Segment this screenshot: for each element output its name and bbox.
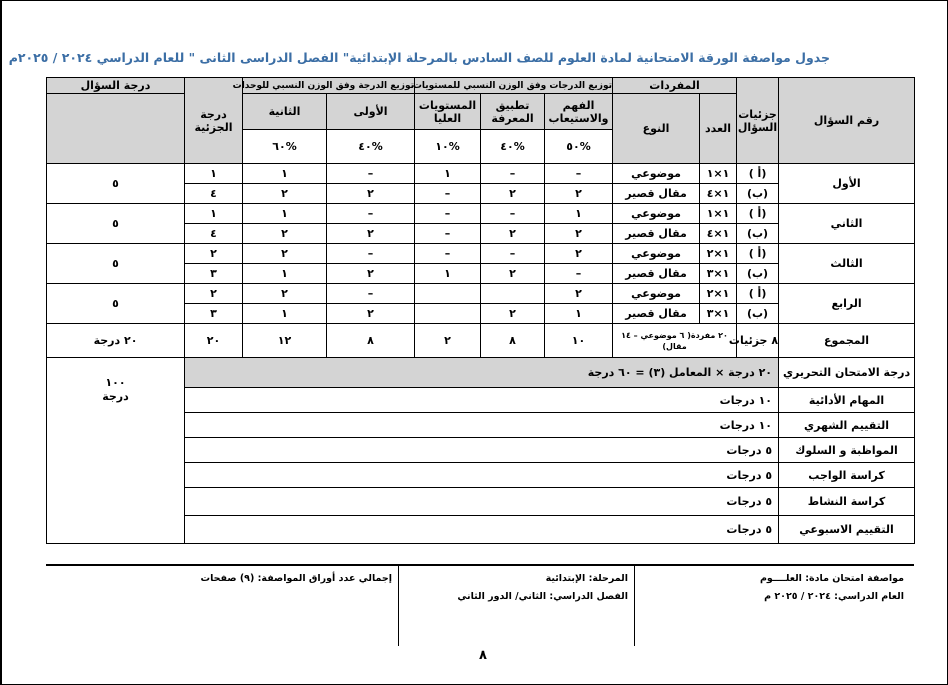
total-understanding: ١٠ xyxy=(545,324,613,358)
footer-spec-line: مواصفة امتحان مادة: العلــــوم xyxy=(759,573,904,584)
cell-applying: – xyxy=(481,204,545,224)
part-count: ١×٣ xyxy=(700,304,737,324)
question-mark: ٥ xyxy=(47,164,185,204)
header-unit2: الثانية xyxy=(243,94,327,130)
header-higher: المستويات العليا xyxy=(415,94,481,130)
header-question-mark-blank xyxy=(47,94,185,164)
cell-understanding: – xyxy=(545,264,613,284)
total-parts: ٨ جزئيات xyxy=(737,324,779,358)
part-label: (ب) xyxy=(737,304,779,324)
cell-higher: – xyxy=(415,184,481,204)
cell-applying: ٢ xyxy=(481,184,545,204)
grading-value: ٢٠ درجة × المعامل (٣) = ٦٠ درجة xyxy=(185,358,779,388)
page-title: جدول مواصفة الورقة الامتحانية لمادة العلوم للصف السادس بالمرحلة الإبتدائية" الفصل الدراسى الثانى " للعام الدراسي ٢٠٢٤ / ٢٠٢٥م xyxy=(8,50,830,65)
cell-higher: – xyxy=(415,204,481,224)
cell-understanding: ٢ xyxy=(545,184,613,204)
total-label: المجموع xyxy=(779,324,915,358)
footer-pages-line: إجمالي عدد أوراق المواصفة: (٩) صفحات xyxy=(200,573,392,584)
cell-unit2: ٢ xyxy=(243,244,327,264)
part-type: مقال قصير xyxy=(613,304,700,324)
header-part-mark: درجة الجزئية xyxy=(185,78,243,164)
part-type: موضوعي xyxy=(613,164,700,184)
cell-unit1: – xyxy=(327,204,415,224)
grading-label: المهام الأدائية xyxy=(779,388,915,413)
cell-higher: – xyxy=(415,224,481,244)
cell-unit1: ٢ xyxy=(327,224,415,244)
part-type: موضوعي xyxy=(613,204,700,224)
question-label: الأول xyxy=(779,164,915,204)
question-mark: ٥ xyxy=(47,244,185,284)
header-understanding: الفهم والاستيعاب xyxy=(545,94,613,130)
total-part-mark: ٢٠ xyxy=(185,324,243,358)
question-label: الثالث xyxy=(779,244,915,284)
grading-label: درجة الامتحان التحريري xyxy=(779,358,915,388)
question-mark: ٥ xyxy=(47,204,185,244)
cell-unit2: ١ xyxy=(243,304,327,324)
footer xyxy=(46,564,914,646)
total-unit2: ١٢ xyxy=(243,324,327,358)
cell-higher: ١ xyxy=(415,164,481,184)
grading-label: التقييم الشهري xyxy=(779,413,915,438)
grading-label: كراسة الواجب xyxy=(779,463,915,488)
cell-understanding: ٢ xyxy=(545,244,613,264)
footer-stage-block xyxy=(398,566,634,646)
cell-unit2: ١ xyxy=(243,164,327,184)
cell-higher xyxy=(415,304,481,324)
total-question-mark: ٢٠ درجة xyxy=(47,324,185,358)
question-label: الرابع xyxy=(779,284,915,324)
cell-higher: – xyxy=(415,244,481,264)
cell-applying: – xyxy=(481,244,545,264)
pct-understanding: %٥٠ xyxy=(545,130,613,164)
part-label: (أ ) xyxy=(737,284,779,304)
part-type: موضوعي xyxy=(613,244,700,264)
cell-higher: ١ xyxy=(415,264,481,284)
cell-unit2: ٢ xyxy=(243,224,327,244)
part-count: ١×٤ xyxy=(700,184,737,204)
cell-unit1: ٢ xyxy=(327,184,415,204)
cell-unit2: ١ xyxy=(243,204,327,224)
grading-value: ٥ درجات xyxy=(185,516,779,544)
cell-understanding: ٢ xyxy=(545,284,613,304)
grading-total-mark-text: ١٠٠ درجة xyxy=(102,376,129,403)
cell-part-mark: ١ xyxy=(185,164,243,184)
cell-part-mark: ٢ xyxy=(185,244,243,264)
cell-unit1: – xyxy=(327,164,415,184)
cell-applying xyxy=(481,284,545,304)
total-unit1: ٨ xyxy=(327,324,415,358)
part-count: ١×٤ xyxy=(700,224,737,244)
cell-part-mark: ٤ xyxy=(185,224,243,244)
part-label: (ب) xyxy=(737,224,779,244)
question-mark: ٥ xyxy=(47,284,185,324)
spec-table xyxy=(46,77,915,544)
part-type: موضوعي xyxy=(613,284,700,304)
total-applying: ٨ xyxy=(481,324,545,358)
header-question-mark: درجة السؤال xyxy=(47,78,185,94)
header-count: العدد xyxy=(700,94,737,164)
grading-total-mark xyxy=(47,358,185,544)
grading-value: ١٠ درجات xyxy=(185,413,779,438)
cell-part-mark: ٢ xyxy=(185,284,243,304)
cell-unit1: – xyxy=(327,284,415,304)
cell-applying: ٢ xyxy=(481,224,545,244)
cell-unit2: ٢ xyxy=(243,184,327,204)
cell-understanding: – xyxy=(545,164,613,184)
footer-stage-line: المرحلة: الإبتدائية xyxy=(545,573,628,584)
part-label: (أ ) xyxy=(737,244,779,264)
grading-value: ٥ درجات xyxy=(185,463,779,488)
part-label: (ب) xyxy=(737,184,779,204)
total-higher: ٢ xyxy=(415,324,481,358)
grading-label: كراسة النشاط xyxy=(779,488,915,516)
header-applying: تطبيق المعرفة xyxy=(481,94,545,130)
cell-applying: ٢ xyxy=(481,264,545,284)
part-count: ١×٢ xyxy=(700,284,737,304)
part-label: (ب) xyxy=(737,264,779,284)
footer-year-line: العام الدراسي: ٢٠٢٤ / ٢٠٢٥ م xyxy=(764,591,904,602)
header-type: النوع xyxy=(613,94,700,164)
part-label: (أ ) xyxy=(737,164,779,184)
grading-label: المواظبة و السلوك xyxy=(779,438,915,463)
part-type: مقال قصير xyxy=(613,264,700,284)
cell-part-mark: ٣ xyxy=(185,264,243,284)
cell-understanding: ٢ xyxy=(545,224,613,244)
grading-value: ٥ درجات xyxy=(185,488,779,516)
pct-unit1: %٤٠ xyxy=(327,130,415,164)
part-count: ١×١ xyxy=(700,204,737,224)
header-question-no: رقم السؤال xyxy=(779,78,915,164)
cell-part-mark: ١ xyxy=(185,204,243,224)
cell-part-mark: ٤ xyxy=(185,184,243,204)
cell-higher xyxy=(415,284,481,304)
footer-term-line: الفصل الدراسي: الثاني/ الدور الثاني xyxy=(457,591,628,602)
header-units-group: توزيع الدرجة وفق الوزن النسبي للوحدات xyxy=(243,78,415,94)
total-items: ٢٠ مفردة( ٦ موضوعي – ١٤ مقال) xyxy=(613,324,737,358)
cell-unit2: ١ xyxy=(243,264,327,284)
cell-part-mark: ٣ xyxy=(185,304,243,324)
part-type: مقال قصير xyxy=(613,224,700,244)
part-type: مقال قصير xyxy=(613,184,700,204)
cell-understanding: ١ xyxy=(545,204,613,224)
cell-understanding: ١ xyxy=(545,304,613,324)
pct-applying: %٤٠ xyxy=(481,130,545,164)
cell-applying: ٢ xyxy=(481,304,545,324)
pct-unit2: %٦٠ xyxy=(243,130,327,164)
header-unit1: الأولى xyxy=(327,94,415,130)
cell-unit1: ٢ xyxy=(327,264,415,284)
part-label: (أ ) xyxy=(737,204,779,224)
grading-label: التقييم الاسبوعي xyxy=(779,516,915,544)
footer-subject-block xyxy=(634,566,914,646)
header-question-parts: جزئيات السؤال xyxy=(737,78,779,164)
page-number: ٨ xyxy=(479,648,487,663)
header-levels-group: توزيع الدرجات وفق الوزن النسبي للمستويات xyxy=(415,78,613,94)
pct-higher: %١٠ xyxy=(415,130,481,164)
cell-unit2: ٢ xyxy=(243,284,327,304)
cell-unit1: ٢ xyxy=(327,304,415,324)
grading-value: ٥ درجات xyxy=(185,438,779,463)
part-count: ١×٣ xyxy=(700,264,737,284)
part-count: ١×١ xyxy=(700,164,737,184)
question-label: الثاني xyxy=(779,204,915,244)
cell-unit1: – xyxy=(327,244,415,264)
grading-value: ١٠ درجات xyxy=(185,388,779,413)
header-items: المفردات xyxy=(613,78,737,94)
footer-pages-block xyxy=(46,566,398,646)
cell-applying: – xyxy=(481,164,545,184)
part-count: ١×٢ xyxy=(700,244,737,264)
